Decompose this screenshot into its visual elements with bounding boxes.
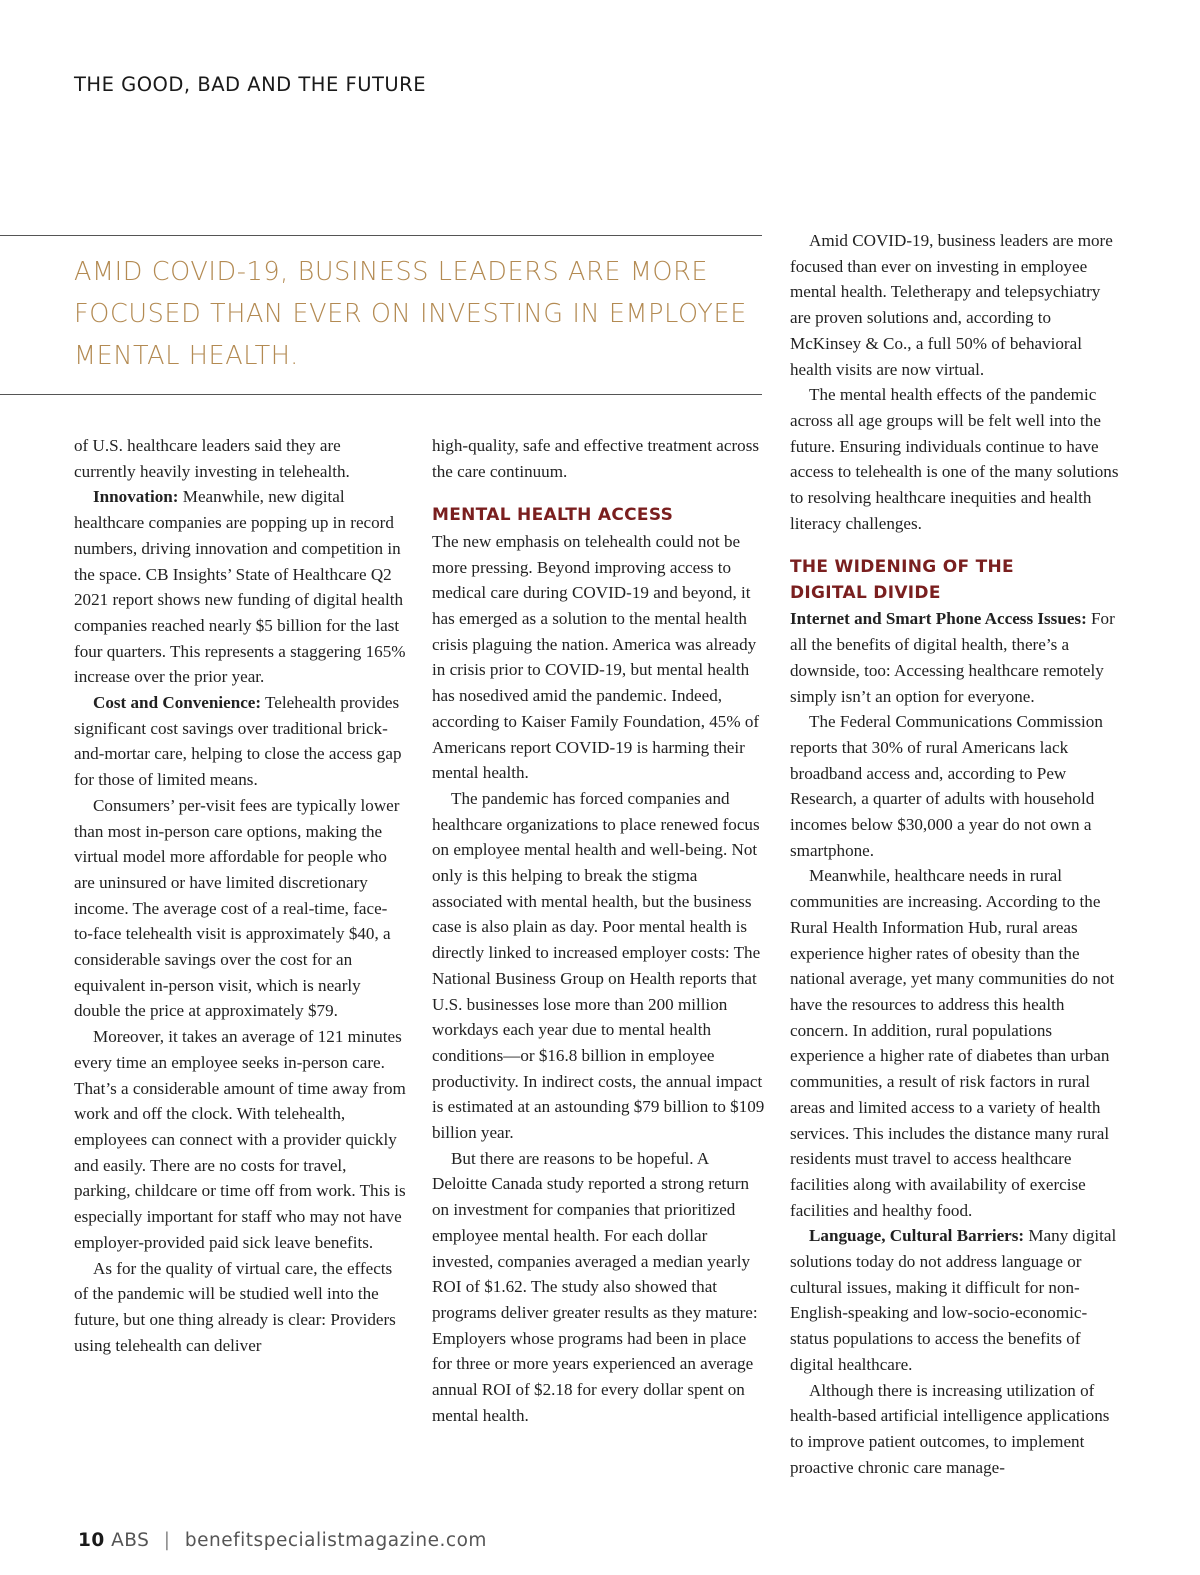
innovation-text: Meanwhile, new digital healthcare companies are popping up in record numbers, driving innovation and competition in the space. CB Insights’ State of Healthcare Q2 2021 report shows new funding of digital health companies reached nearly $5 billion for the last four quarters. This represents a staggering 165% increase over the prior year. [74,487,406,687]
innovation-lead: Innovation: [93,487,179,507]
language-text: Many digital solutions today do not address language or cultural issues, making it difficult for non-English-speaking and low-socio-economic-status populations to access the benefits of digital healthcare. [790,1226,1117,1374]
section-header: THE GOOD, BAD AND THE FUTURE [74,73,427,96]
left-paragraph-1: of U.S. healthcare leaders said they are currently heavily investing in telehealth. [74,436,350,481]
internet-text: For all the benefits of digital health, there’s a downside, too: Accessing healthcare remotely simply isn’t an option for everyone. [790,609,1115,706]
middle-paragraph-2: The new emphasis on telehealth could not be more pressing. Beyond improving access to medical care during COVID-19 and beyond, it has emerged as a solution to the mental health crisis plaguing the nation. America was already in crisis prior to COVID-19, but mental health has nosedived amid the pandemic. Indeed, according to Kaiser Family Foundation, 45% of Americans report COVID-19 is harming their mental health. [432,531,760,783]
cost-text: Telehealth provides significant cost savings over traditional brick-and-mortar care, helping to close the access gap for those of limited means. [74,693,402,790]
subhead-digital-divide-line2: DIGITAL DIVIDE [790,582,941,603]
pull-quote-top-rule [0,235,762,236]
website-link[interactable]: benefitspecialistmagazine.com [184,1530,487,1551]
middle-paragraph-3: The pandemic has forced companies and healthcare organizations to place renewed focus on employee mental health and well-being. Not only is this helping to break the stigma associated with mental health, but the business case is also plain as day. Poor mental health is directly linked to increased employer costs: The National Business Group on Health reports that U.S. businesses lose more than 200 million workdays each year due to mental health conditions—or $16.8 billion in employee productivity. In indirect costs, the annual impact is estimated at an astounding $79 billion to $109 billion year. [432,788,765,1143]
left-paragraph-cost [74,690,406,793]
subhead-mental-health-access: MENTAL HEALTH ACCESS [432,505,674,526]
footer-separator: | [163,1530,171,1551]
left-paragraph-6: As for the quality of virtual care, the effects of the pandemic will be studied well into the future, but one thing already is clear: Providers using telehealth can deliver [74,1258,396,1355]
internet-lead: Internet and Smart Phone Access Issues: [790,609,1087,629]
middle-column [432,433,766,1429]
pull-quote-bottom-rule [0,394,762,395]
left-paragraph-4: Consumers’ per-visit fees are typically lower than most in-person care options, making the virtual model more affordable for people who are uninsured or have limited discretionary income. The average cost of a real-time, face-to-face telehealth visit is approximately $40, a considerable savings over the cost for an equivalent in-person visit, which is nearly double the price at approximately $79. [74,795,400,1021]
left-column [74,433,406,1358]
right-paragraph-internet [790,606,1124,709]
right-paragraph-1: Amid COVID-19, business leaders are more focused than ever on investing in employee mental health. Teletherapy and telepsychiatry are proven solutions and, according to McKinsey & Co., a full 50% of behavioral health visits are now virtual. [790,231,1113,379]
cost-lead: Cost and Convenience: [93,693,262,713]
left-paragraph-innovation [74,484,406,690]
middle-paragraph-1: high-quality, safe and effective treatment across the care continuum. [432,436,760,481]
footer [78,1530,487,1551]
pull-quote: AMID COVID-19, BUSINESS LEADERS ARE MORE FOCUSED THAN EVER ON INVESTING IN EMPLOYEE MENTAL HEALTH. [74,257,747,371]
subhead-digital-divide-line1: THE WIDENING OF THE [790,557,1014,578]
right-paragraph-2: The mental health effects of the pandemic across all age groups will be felt well into the future. Ensuring individuals continue to have access to telehealth is one of the many solutions to resolving healthcare inequities and health literacy challenges. [790,385,1119,533]
publication-abbrev: ABS [111,1530,150,1551]
subhead-digital-divide [790,555,1124,606]
middle-paragraph-4: But there are reasons to be hopeful. A Deloitte Canada study reported a strong return on investment for companies that prioritized employee mental health. For each dollar invested, companies averaged a median yearly ROI of $1.62. The study also showed that programs deliver greater results as they mature: Employers whose programs had been in place for three or more years experienced an average annual ROI of $2.18 for every dollar spent on mental health. [432,1148,758,1425]
right-paragraph-5: Meanwhile, healthcare needs in rural communities are increasing. According to the Rural Health Information Hub, rural areas experience higher rates of obesity than the national average, yet many communities do not have the resources to address this health concern. In addition, rural populations experience a higher rate of diabetes than urban communities, a result of risk factors in rural areas and limited access to a variety of health services. This includes the distance many rural residents must travel to access healthcare facilities along with availability of exercise facilities and healthy food. [790,866,1115,1220]
page-number: 10 [78,1530,105,1551]
right-paragraph-7: Although there is increasing utilization of health-based artificial intelligence applications to improve patient outcomes, to implement proactive chronic care manage- [790,1380,1110,1477]
language-lead: Language, Cultural Barriers: [809,1226,1025,1246]
right-paragraph-language [790,1223,1124,1377]
right-paragraph-4: The Federal Communications Commission reports that 30% of rural Americans lack broadband access and, according to Pew Research, a quarter of adults with household incomes below $30,000 a year do not own a smartphone. [790,712,1103,860]
right-column [790,228,1124,1480]
left-paragraph-5: Moreover, it takes an average of 121 minutes every time an employee seeks in-person care. That’s a considerable amount of time away from work and off the clock. With telehealth, employees can connect with a provider quickly and easily. There are no costs for travel, parking, childcare or time off from work. This is especially important for staff who may not have employer-provided paid sick leave benefits. [74,1027,406,1252]
